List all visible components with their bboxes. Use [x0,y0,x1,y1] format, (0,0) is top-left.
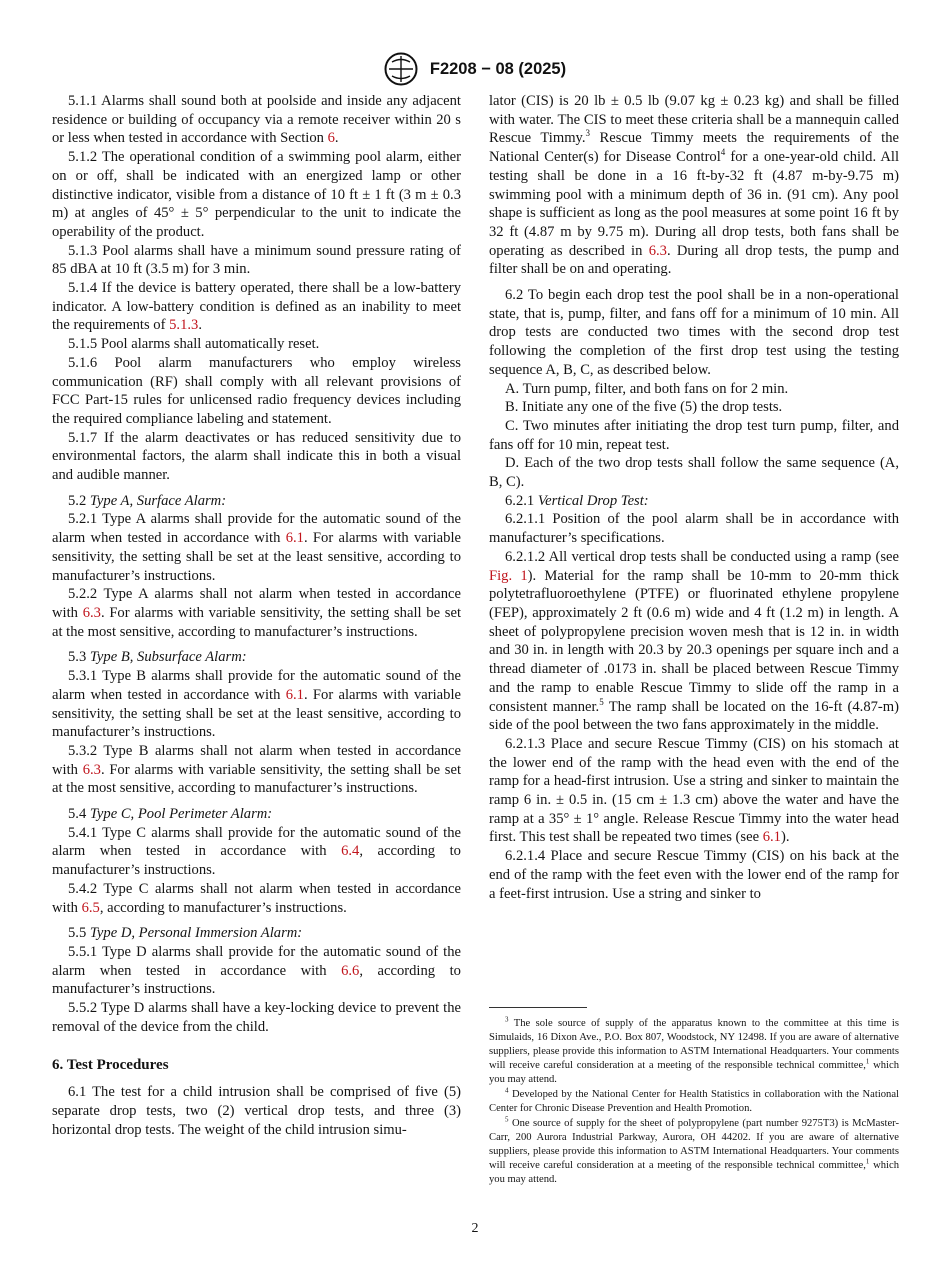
footnotes [489,1007,899,1188]
paragraph-6-2: 6.2 To begin each drop test the pool shall be in a non-operational state, that is, pump, filter, and fans off for a minimum of 10 min. All drop tests are conducted two times with the second drop test following the completion of the first drop test using the testing sequence A, B, C, as described below. [489,287,899,378]
paragraph-6-2-1-2: 6.2.1.2 All vertical drop tests shall be conducted using a ramp (see Fig. 1). Material for the ramp shall be 10-mm to 20-mm thick polytetrafluoroethylene (PTFE) or fluorinated ethylene propylene (FEP), approximately 2 ft (0.6 m) wide and 4 ft (1.2 m) in length. A sheet of polypropylene precision woven mesh that is 12 in. in width and 30 in. in length with 20.3 by 20.3 openings per square inch and a thread diameter of .0173 in. shall be placed between Rescue Timmy and the ramp to enable Rescue Timmy to slide off the ramp in a consistent manner.$^5$ The ramp shall be located on the 16-ft (4.87-m) side of the pool between the two fans approximately in the middle. [489,548,899,734]
paragraph-5-1-6: 5.1.6 Pool alarm manufacturers who employ wireless communication (RF) shall comply with all relevant provisions of FCC Part-15 rules for unlicensed radio frequency devices including the required compliance labeling and statement. [52,354,461,427]
paragraph-5-1-7: 5.1.7 If the alarm deactivates or has reduced sensitivity due to environmental factors, the alarm shall indicate this in both a visual and audible manner. [52,429,461,484]
footnote-5-ref[interactable]: 5 [599,696,604,707]
footnote-divider [489,1007,587,1008]
footnote-4-ref[interactable]: 4 [720,147,726,158]
footnote-5: $^5$ One source of supply for the sheet of polypropylene (part number 9275T3) is McMaster-Carr, 200 Aurora Industrial Parkway, Aurora, OH 44202. If you are aware of alternative suppliers, please provide this information to ASTM International Headquarters. Your comments will receive careful consideration at a meeting of the responsible technical committee,$^1$ which you may attend. [489,1115,899,1185]
section-6-1-link[interactable]: 6.1 [285,686,304,703]
section-heading-6: 6. Test Procedures [52,1057,169,1074]
paragraph-5-3-2: 5.3.2 Type B alarms shall not alarm when tested in accordance with 6.3. For alarms with variable sensitivity, the setting shall be set at the most sensitive, according to manufacturer’s instructions. [52,742,461,797]
step-a: A. Turn pump, filter, and both fans on for 2 min. [505,380,789,397]
paragraph-5-1-2: 5.1.2 The operational condition of a swimming pool alarm, either on or off, shall be indicated with an energized lamp or other distinctive indicator, visible from a distance of 10 ft ± 1 ft (3 m ± 0.3 m) at angles of 45° ± 5° perpendicular to the unit to indicate the operability of the product. [52,149,461,240]
paragraph-5-4-2: 5.4.2 Type C alarms shall not alarm when tested in accordance with 6.5, according to manufacturer’s instructions. [52,880,461,916]
paragraph-5-1-4: 5.1.4 If the device is battery operated, there shall be a low-battery indicator. A low-battery condition is defined as an inability to meet the requirements of 5.1.3. [52,280,461,334]
paragraph-5-1-1: 5.1.1 Alarms shall sound both at poolside and inside any adjacent residence or building of occupancy via a remote receiver within 20 s or less when tested in accordance with Section 6. [52,93,461,147]
page-number: 2 [471,1221,479,1236]
heading-5-4: 5.4 Type C, Pool Perimeter Alarm: [68,806,273,823]
footnote-3: $^3$ The sole source of supply of the apparatus known to the committee at this time is Simulaids, 16 Dixon Ave., P.O. Box 807, Woodstock, NY 12498. If you are aware of alternative suppliers, please provide this information to ASTM International Headquarters. Your comments will receive careful consideration at a meeting of the responsible technical committee,$^1$ which you may attend. [489,1015,899,1085]
section-6-1-link[interactable]: 6.1 [762,829,781,846]
page-header [0,52,950,86]
paragraph-5-5-2: 5.5.2 Type D alarms shall have a key-locking device to prevent the removal of the device from the child. [52,1000,461,1035]
heading-5-3: 5.3 Type B, Subsurface Alarm: [68,649,247,666]
right-column [489,92,899,903]
paragraph-5-4-1: 5.4.1 Type C alarms shall provide for the automatic sound of the alarm when tested in accordance with 6.4, according to manufacturer’s instructions. [52,824,461,879]
paragraph-5-1-5: 5.1.5 Pool alarms shall automatically reset. [68,336,320,353]
paragraph-5-3-1: 5.3.1 Type B alarms shall provide for the automatic sound of the alarm when tested in accordance with 6.1. For alarms with variable sensitivity, the setting shall be set at the least sensitive, according to manufacturer’s instructions. [52,668,461,741]
paragraph-6-2-1-1: 6.2.1.1 Position of the pool alarm shall be in accordance with manufacturer’s specifications. [489,511,899,547]
step-b: B. Initiate any one of the five (5) the drop tests. [505,399,783,416]
paragraph-5-1-3: 5.1.3 Pool alarms shall have a minimum sound pressure rating of 85 dBA at 10 ft (3.5 m) for 3 min. [52,242,461,278]
section-6-3-link[interactable]: 6.3 [82,761,101,778]
paragraph-6-2-1-4: 6.2.1.4 Place and secure Rescue Timmy (CIS) on his back at the end of the ramp with the feet even with the lower end of the ramp for a feet-first intrusion. Use a string and sinker to [489,848,899,902]
left-column [52,92,461,1139]
section-6-link[interactable]: 6 [327,130,335,147]
heading-5-5: 5.5 Type D, Personal Immersion Alarm: [68,925,303,942]
section-5-1-3-link[interactable]: 5.1.3 [169,317,199,334]
paragraph-5-2-1: 5.2.1 Type A alarms shall provide for the automatic sound of the alarm when tested in accordance with 6.1. For alarms with variable sensitivity, the setting shall be set at the least sensitive, according to manufacturer’s instructions. [52,511,461,584]
footnote-3-ref[interactable]: 3 [585,128,591,139]
paragraph-6-1: 6.1 The test for a child intrusion shall be comprised of five (5) separate drop tests, two (2) vertical drop tests, and three (3) horizontal drop tests. The weight of the child intrusion simu- [52,1084,461,1138]
section-6-5-link[interactable]: 6.5 [81,899,100,916]
section-6-6-link[interactable]: 6.6 [341,962,360,979]
paragraph-5-2-2: 5.2.2 Type A alarms shall not alarm when tested in accordance with 6.3. For alarms with variable sensitivity, the setting shall be set at the most sensitive, according to manufacturer’s instructions. [52,586,461,640]
paragraph-5-5-1: 5.5.1 Type D alarms shall provide for the automatic sound of the alarm when tested in accordance with 6.6, according to manufacturer’s instructions. [52,943,461,998]
heading-6-2-1: 6.2.1 Vertical Drop Test: [505,492,649,509]
footnote-4: $^4$ Developed by the National Center for Health Statistics in collaboration with the National Center for Chronic Disease Prevention and Health Promotion. [489,1086,900,1114]
section-6-3-link[interactable]: 6.3 [82,604,101,621]
heading-5-2: 5.2 Type A, Surface Alarm: [68,492,227,509]
step-d: D. Each of the two drop tests shall follow the same sequence (A, B, C). [489,455,899,491]
astm-logo-icon [384,52,418,86]
section-6-4-link[interactable]: 6.4 [341,843,360,860]
section-6-1-link[interactable]: 6.1 [285,530,304,547]
paragraph-6-2-1-3: 6.2.1.3 Place and secure Rescue Timmy (CIS) on his stomach at the lower end of the ramp with the head even with the end of the ramp for a head-first intrusion. Use a string and sinker to maintain the ramp 6 in. ± 0.5 in. (15 cm ± 1.3 cm) above the water and have the ramp at a 35° ± 1° angle. Release Rescue Timmy into the water head first. This test shall be repeated two times (see 6.1). [489,735,899,846]
document-designation: F2208 − 08 (2025) [429,59,567,78]
figure-1-link[interactable]: Fig. 1 [489,567,528,584]
step-c: C. Two minutes after initiating the drop test turn pump, filter, and fans off for 10 min, repeat test. [489,417,899,453]
paragraph-6-1-continued: lator (CIS) is 20 lb ± 0.5 lb (9.07 kg ± 0.23 kg) and shall be filled with water. The CIS to meet these criteria shall be a mannequin called Rescue Timmy.$^3$ Rescue Timmy meets the requirements of the National Center(s) for Disease Control$^4$ for a one-year-old child. All testing shall be done in a 16 ft-by-32 ft (4.87 m-by-9.75 m) swimming pool with a minimum depth of 36 in. (91 cm). Any pool shape is sufficient as long as the pool measures at some point 16 ft by 32 ft (4.87 m by 9.75 m). During all drop tests, both fans shall be operating as described in 6.3. During all drop tests, the pump and filter shall be on and operating. [489,93,899,278]
section-6-3-link[interactable]: 6.3 [648,242,667,259]
